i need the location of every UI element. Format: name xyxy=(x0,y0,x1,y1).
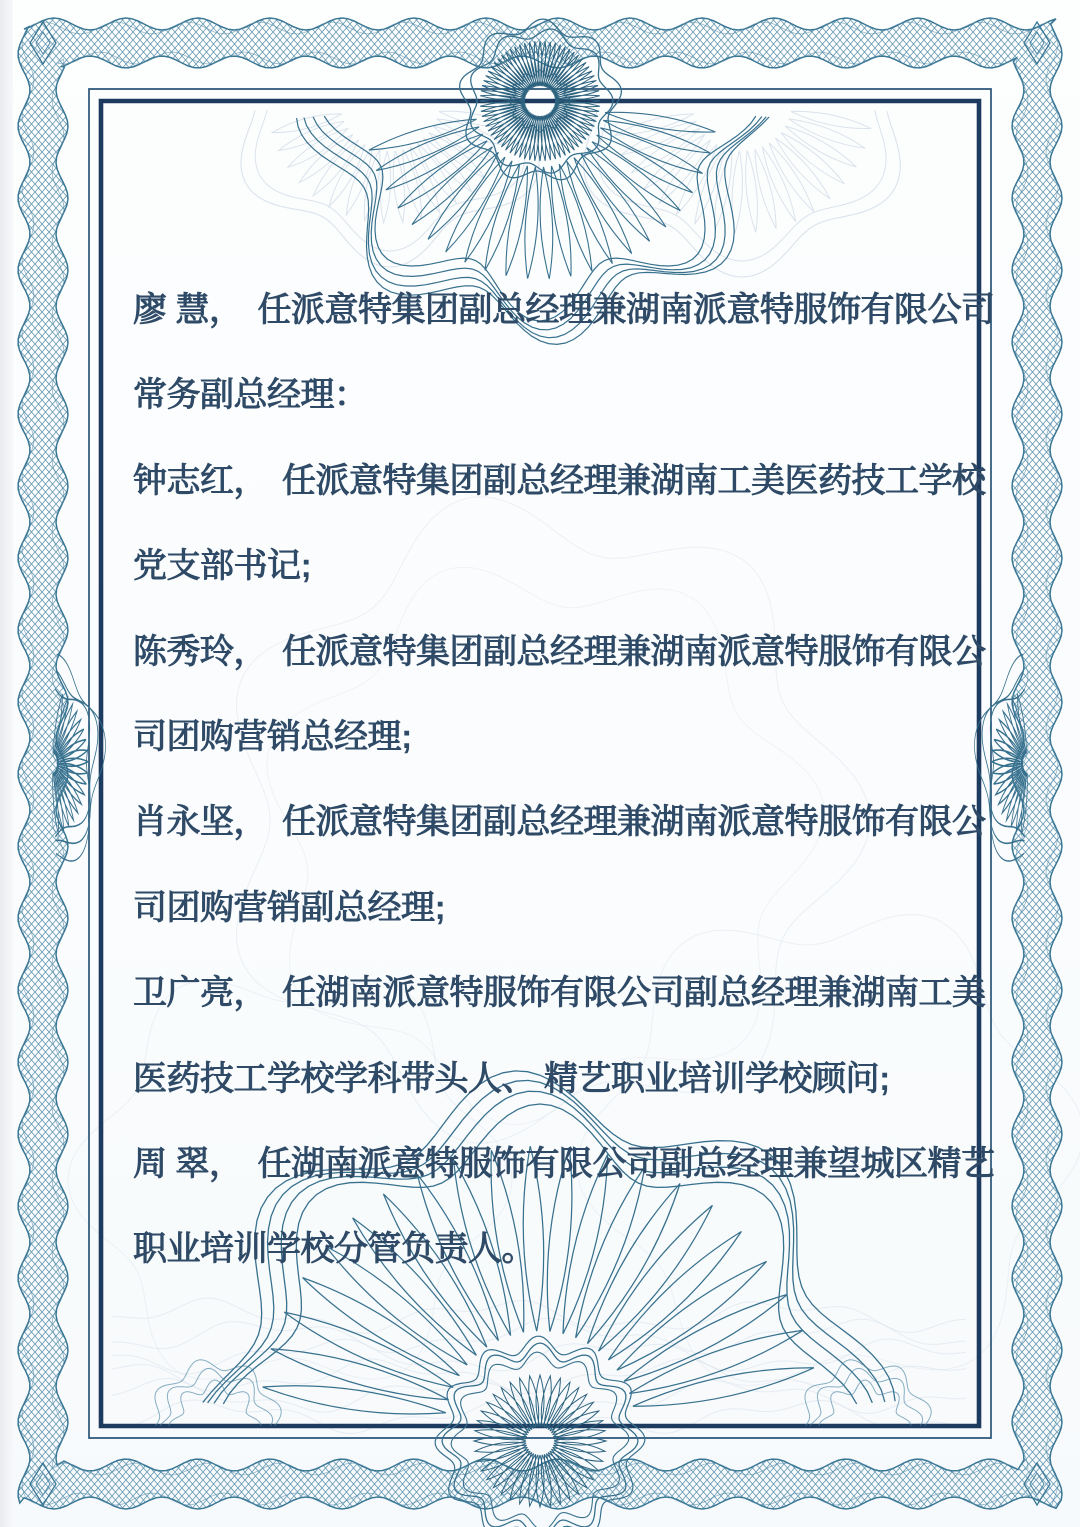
text-line xyxy=(133,1207,1003,1292)
text-line xyxy=(133,695,1003,780)
text-line xyxy=(133,268,1003,353)
text-line xyxy=(133,524,1003,609)
appointment-text: 常务副总经理： xyxy=(133,376,368,415)
text-line xyxy=(133,1122,1003,1207)
text-line xyxy=(133,1037,1003,1122)
appointment-text: 司团购营销副总经理; xyxy=(133,888,446,927)
appointment-text: 职业培训学校分管负责人。 xyxy=(133,1230,535,1269)
text-line xyxy=(133,951,1003,1036)
text-line xyxy=(133,866,1003,951)
appointment-text: 医药技工学校学科带头人、 精艺职业培训学校顾问; xyxy=(133,1059,890,1098)
appointment-text: 任湖南派意特服饰有限公司副总经理兼湖南工美 xyxy=(282,974,986,1013)
appointment-text: 党支部书记; xyxy=(133,547,312,586)
person-name: 周 翠， xyxy=(133,1144,243,1183)
appointment-text-block xyxy=(133,268,1003,1293)
appointment-text: 任派意特集团副总经理兼湖南工美医药技工学校 xyxy=(282,461,986,500)
person-name: 廖 慧， xyxy=(133,291,243,329)
appointment-text: 任派意特集团副总经理兼湖南派意特服饰有限公 xyxy=(282,803,986,842)
text-line xyxy=(133,353,1003,438)
appointment-text: 任湖南派意特服饰有限公司副总经理兼望城区精艺 xyxy=(257,1144,995,1183)
appointment-text: 任派意特集团副总经理兼湖南派意特服饰有限公司 xyxy=(257,291,995,329)
person-name: 肖永坚， xyxy=(133,803,267,842)
text-line xyxy=(133,610,1003,695)
person-name: 卫广亮， xyxy=(133,974,267,1013)
text-line xyxy=(133,780,1003,865)
appointment-text: 司团购营销总经理; xyxy=(133,717,412,756)
text-line xyxy=(133,439,1003,524)
appointment-text: 任派意特集团副总经理兼湖南派意特服饰有限公 xyxy=(282,632,986,671)
person-name: 陈秀玲， xyxy=(133,632,267,671)
person-name: 钟志红， xyxy=(133,461,267,500)
